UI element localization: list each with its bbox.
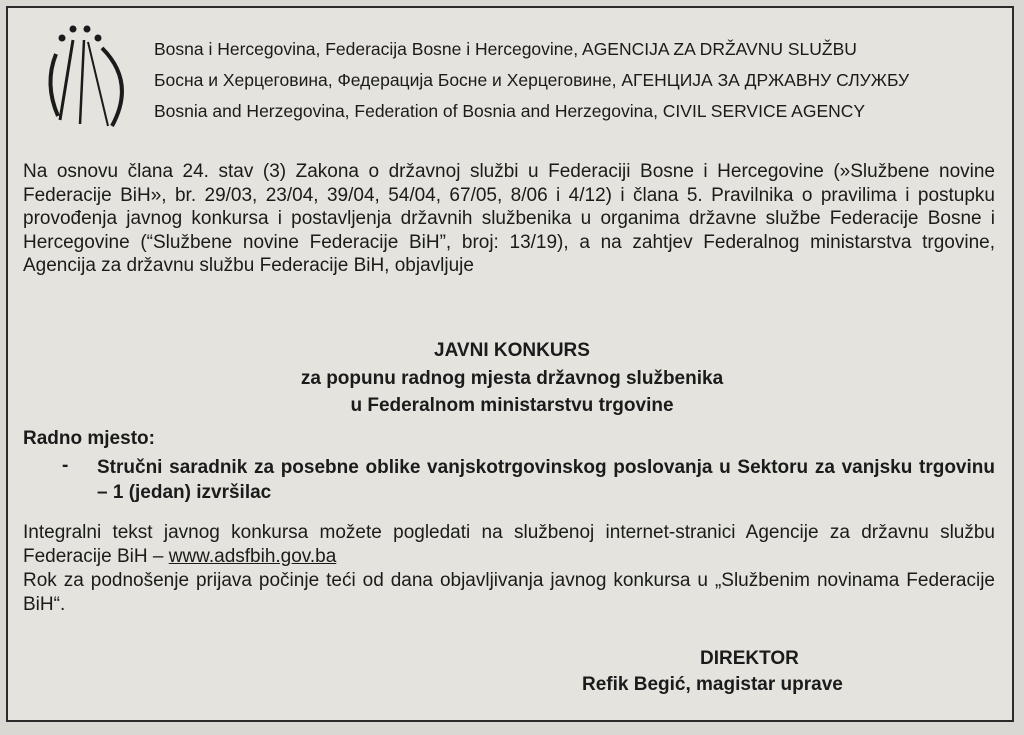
header-line-cyrillic: Босна и Херцеговина, Федерација Босне и Херцеговине, АГЕНЦИЈА ЗА ДРЖАВНУ СЛУЖБУ bbox=[154, 70, 910, 90]
agency-header bbox=[154, 34, 909, 127]
announcement-title: JAVNI KONKURS bbox=[434, 340, 590, 361]
deadline-paragraph: Rok za podnošenje prijava počinje teći od dana objavljivanja javnog konkursa u „Službenim novinama Federacije BiH“. bbox=[23, 570, 995, 615]
announcement-subtitle: za popunu radnog mjesta državnog službenika bbox=[300, 368, 724, 389]
position-description: Stručni saradnik za posebne oblike vanjskotrgovinskog poslovanja u Sektoru za vanjsku trgovinu – 1 (jedan) izvršilac bbox=[97, 457, 995, 503]
position-bullet: - bbox=[62, 455, 69, 476]
signature-role: DIREKTOR bbox=[700, 648, 799, 669]
intro-paragraph: Na osnovu člana 24. stav (3) Zakona o državnoj službi u Federaciji Bosne i Hercegovine (»Službene novine Federacije BiH», br. 29/03, 23/04, 39/04, 54/04, 67/05, 8/06 i 4/12) i člana 5. Pravilnika o pravilima i postupku provođenja javnog konkursa i postavljenja državnih službenika u organima državne službe Federacije Bosne i Hercegovine (“Službene novine Federacije BiH”, broj: 13/19), a na zahtjev Federalnog ministarstva trgovine, Agencija za državnu službu Federacije BiH, objavljuje bbox=[23, 161, 995, 276]
header-line-bosnian: Bosna i Hercegovina, Federacija Bosne i Hercegovine, AGENCIJA ZA DRŽAVNU SLUŽBU bbox=[154, 39, 857, 59]
info-paragraph bbox=[23, 521, 995, 569]
signature-name: Refik Begić, magistar uprave bbox=[582, 674, 843, 695]
agency-website-link[interactable]: www.adsfbih.gov.ba bbox=[168, 546, 337, 567]
agency-logo-figures-icon bbox=[40, 24, 136, 130]
announcement-ministry: u Federalnom ministarstvu trgovine bbox=[350, 395, 674, 416]
position-heading: Radno mjesto: bbox=[23, 428, 155, 449]
header-line-english: Bosnia and Herzegovina, Federation of Bosnia and Herzegovina, CIVIL SERVICE AGENCY bbox=[154, 101, 866, 121]
info-text: Integralni tekst javnog konkursa možete pogledati na službenoj internet-stranici Agencije za državnu službu Federacije BiH – bbox=[23, 522, 995, 567]
